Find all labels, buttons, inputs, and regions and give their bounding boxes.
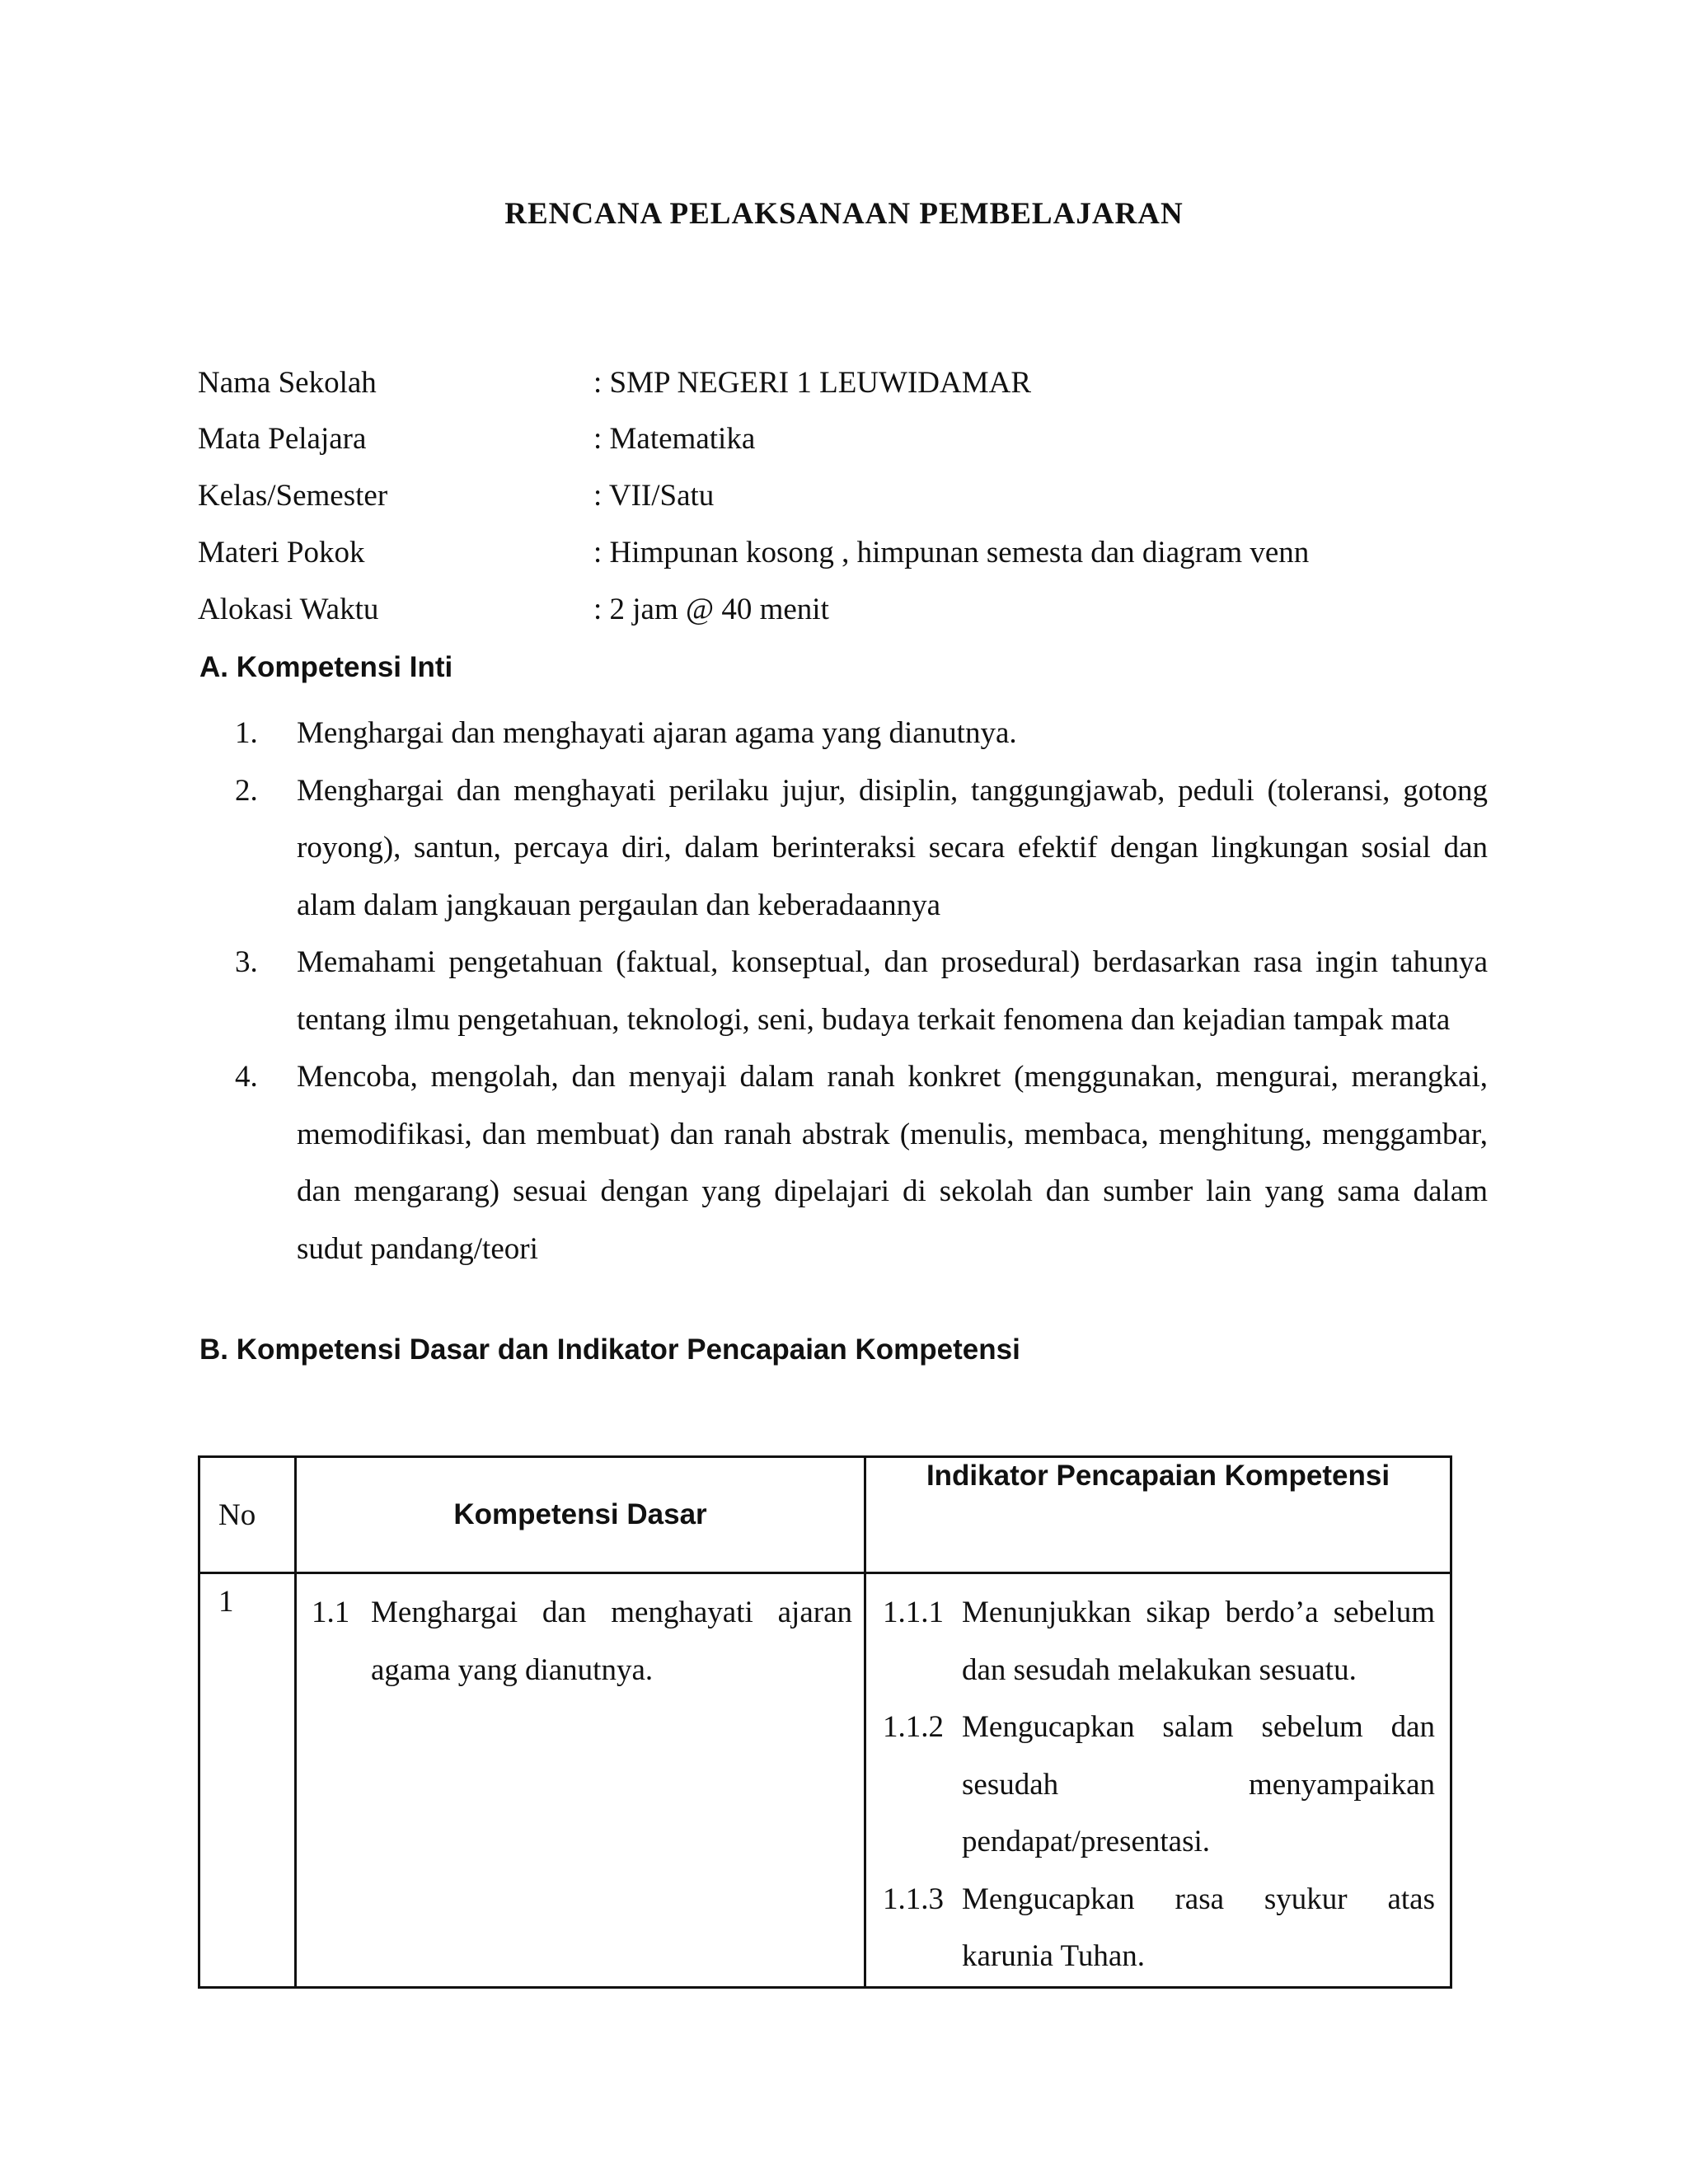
kd-number: 1.1 bbox=[312, 1596, 350, 1629]
indicator-number: 1.1.3 bbox=[883, 1882, 944, 1916]
header-kompetensi-dasar: Kompetensi Dasar bbox=[296, 1457, 865, 1573]
kd-item bbox=[312, 1584, 852, 1699]
cell-no: 1 bbox=[199, 1573, 296, 1988]
header-no: No bbox=[199, 1457, 296, 1573]
cell-indikator bbox=[865, 1573, 1451, 1988]
list-item bbox=[235, 762, 1488, 935]
info-label: Alokasi Waktu bbox=[198, 593, 379, 626]
list-item-number: 1. bbox=[235, 716, 258, 750]
info-label: Materi Pokok bbox=[198, 536, 365, 569]
indicator-text: Mengucapkan rasa syukur atas karunia Tuhan. bbox=[962, 1882, 1435, 1973]
indicator-number: 1.1.2 bbox=[883, 1710, 944, 1744]
list-item-text: Menghargai dan menghayati ajaran agama yang dianutnya. bbox=[297, 716, 1017, 750]
info-value: : VII/Satu bbox=[593, 479, 715, 513]
indicator-item bbox=[883, 1871, 1435, 1985]
list-item bbox=[235, 1048, 1488, 1277]
info-value: : Matematika bbox=[593, 422, 756, 456]
kd-text: Menghargai dan menghayati ajaran agama yang dianutnya. bbox=[371, 1596, 852, 1687]
table-row bbox=[199, 1573, 1451, 1988]
indicator-text: Mengucapkan salam sebelum dan sesudah menyampaikan pendapat/presentasi. bbox=[962, 1710, 1435, 1858]
header-indikator: Indikator Pencapaian Kompetensi bbox=[865, 1457, 1451, 1573]
list-item-number: 3. bbox=[235, 945, 258, 979]
indicator-item bbox=[883, 1699, 1435, 1871]
indicator-item bbox=[883, 1584, 1435, 1699]
info-label: Nama Sekolah bbox=[198, 366, 377, 400]
indicator-text: Menunjukkan sikap berdo’a sebelum dan sesudah melakukan sesuatu. bbox=[962, 1596, 1435, 1687]
list-item bbox=[235, 934, 1488, 1048]
info-label: Mata Pelajara bbox=[198, 422, 367, 456]
list-item bbox=[235, 705, 1488, 762]
list-item-text: Memahami pengetahuan (faktual, konseptual, dan prosedural) berdasarkan rasa ingin tahunya tentang ilmu pengetahuan, teknologi, seni, budaya terkait fenomena dan kejadian tampak mata bbox=[297, 945, 1488, 1037]
kompetensi-inti-list bbox=[235, 705, 1488, 1277]
section-a-heading: A. Kompetensi Inti bbox=[199, 651, 453, 683]
info-value: : SMP NEGERI 1 LEUWIDAMAR bbox=[593, 366, 1032, 400]
cell-kompetensi-dasar bbox=[296, 1573, 865, 1988]
list-item-number: 4. bbox=[235, 1060, 258, 1094]
kompetensi-dasar-table bbox=[198, 1455, 1452, 1989]
table-header-row bbox=[199, 1457, 1451, 1573]
info-label: Kelas/Semester bbox=[198, 479, 388, 513]
list-item-text: Menghargai dan menghayati perilaku jujur, disiplin, tanggungjawab, peduli (toleransi, gotong royong), santun, percaya diri, dalam berinteraksi secara efektif dengan lingkungan sosial dan alam dalam jangkauan pergaulan dan keberadaannya bbox=[297, 773, 1488, 922]
section-b-heading: B. Kompetensi Dasar dan Indikator Pencapaian Kompetensi bbox=[199, 1333, 1020, 1366]
document-title: RENCANA PELAKSANAAN PEMBELAJARAN bbox=[504, 197, 1184, 231]
list-item-number: 2. bbox=[235, 773, 258, 808]
info-value: : Himpunan kosong , himpunan semesta dan diagram venn bbox=[593, 536, 1310, 569]
list-item-text: Mencoba, mengolah, dan menyaji dalam ranah konkret (menggunakan, mengurai, merangkai, memodifikasi, dan membuat) dan ranah abstrak (menulis, membaca, menghitung, menggambar, dan mengarang) sesuai dengan yang dipelajari di sekolah dan sumber lain yang sama dalam sudut pandang/teori bbox=[297, 1060, 1488, 1266]
indicator-number: 1.1.1 bbox=[883, 1596, 944, 1629]
info-value: : 2 jam @ 40 menit bbox=[593, 593, 829, 626]
